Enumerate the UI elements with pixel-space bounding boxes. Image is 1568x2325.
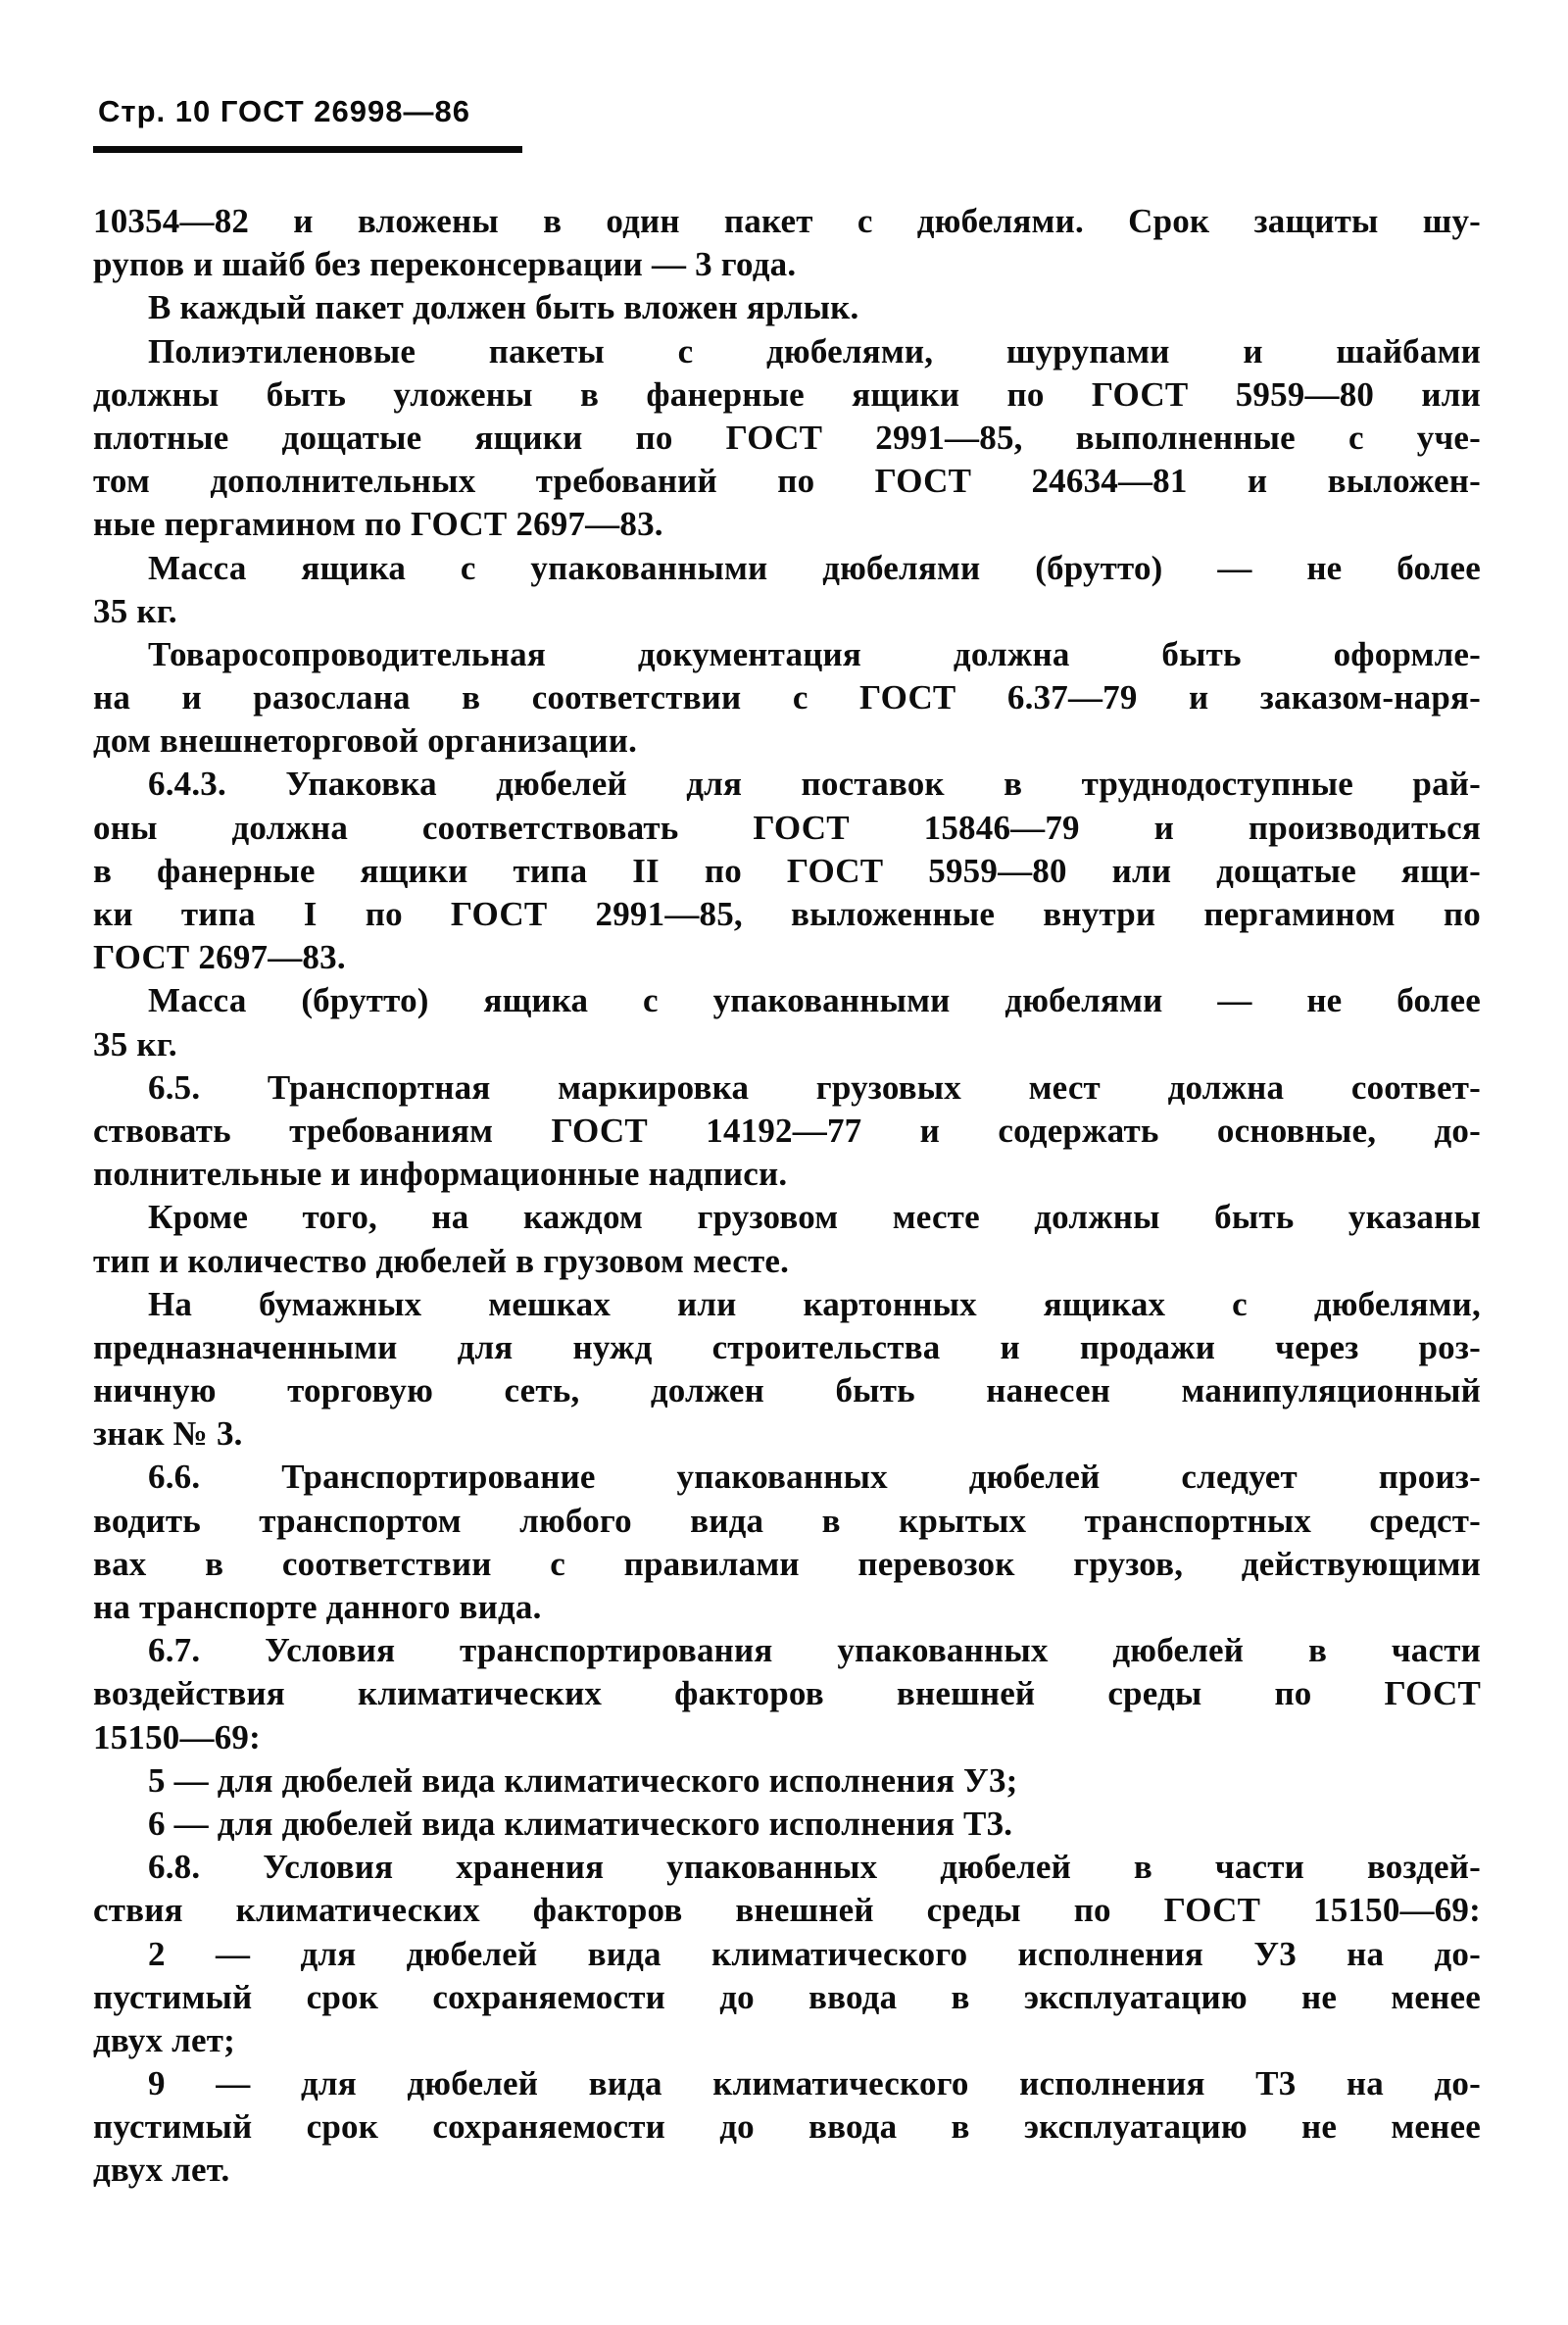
- text-line: 2 — для дюбелей вида климатического исполнения У3 на до-: [148, 1934, 1481, 1973]
- text-line: Товаросопроводительная документация должна быть оформле-: [148, 634, 1481, 673]
- text-line: рупов и шайб без переконсервации — 3 года.: [93, 245, 797, 284]
- text-line: воздействия климатических факторов внешней среды по ГОСТ: [93, 1674, 1481, 1713]
- text-line: пустимый срок сохраняемости до ввода в эксплуатацию не менее: [93, 1977, 1481, 2016]
- text-line: полнительные и информационные надписи.: [93, 1155, 788, 1194]
- text-line: на транспорте данного вида.: [93, 1588, 542, 1626]
- text-line: 6.7. Условия транспортирования упакованных дюбелей в части: [148, 1631, 1481, 1670]
- text-line: в фанерные ящики типа II по ГОСТ 5959—80 или дощатые ящи-: [93, 851, 1481, 890]
- page-header: Стр. 10 ГОСТ 26998—86: [98, 94, 470, 128]
- text-line: ки типа I по ГОСТ 2991—85, выложенные внутри пергамином по: [93, 895, 1481, 933]
- text-line: двух лет;: [93, 2020, 235, 2059]
- text-line: 35 кг.: [93, 1024, 177, 1064]
- text-line: ствия климатических факторов внешней среды по ГОСТ 15150—69:: [93, 1891, 1481, 1930]
- text-line: 5 — для дюбелей вида климатического исполнения У3;: [148, 1760, 1018, 1800]
- text-line: ГОСТ 2697—83.: [93, 938, 346, 977]
- text-line: Полиэтиленовые пакеты с дюбелями, шурупами и шайбами: [148, 331, 1481, 371]
- text-line: 10354—82 и вложены в один пакет с дюбелями. Срок защиты шу-: [93, 202, 1481, 240]
- text-line: дом внешнеторговой организации.: [93, 721, 638, 761]
- text-line: двух лет.: [93, 2151, 230, 2190]
- text-line: Масса ящика с упакованными дюбелями (брутто) — не более: [148, 548, 1481, 587]
- text-line: 6.5. Транспортная маркировка грузовых мест должна соответ-: [148, 1067, 1481, 1107]
- text-line: 15150—69:: [93, 1717, 261, 1756]
- text-line: оны должна соответствовать ГОСТ 15846—79 и производиться: [93, 808, 1481, 847]
- text-line: Масса (брутто) ящика с упакованными дюбелями — не более: [148, 981, 1481, 1020]
- text-line: на и разослана в соответствии с ГОСТ 6.37—79 и заказом-наря-: [93, 678, 1481, 717]
- document-body: [93, 200, 1481, 2193]
- text-line: В каждый пакет должен быть вложен ярлык.: [148, 288, 859, 327]
- text-line: 6.6. Транспортирование упакованных дюбелей следует произ-: [148, 1458, 1481, 1497]
- text-line: том дополнительных требований по ГОСТ 24634—81 и выложен-: [93, 462, 1481, 501]
- text-line: 6.4.3. Упаковка дюбелей для поставок в труднодоступные рай-: [148, 765, 1481, 804]
- text-line: Кроме того, на каждом грузовом месте должны быть указаны: [148, 1198, 1481, 1237]
- text-line: 35 кг.: [93, 591, 177, 630]
- text-line: предназначенными для нужд строительства и продажи через роз-: [93, 1327, 1481, 1366]
- text-line: 6.8. Условия хранения упакованных дюбелей в части воздей-: [148, 1848, 1481, 1887]
- text-line: ные пергамином по ГОСТ 2697—83.: [93, 505, 663, 544]
- header-underline: [93, 146, 522, 153]
- text-line: плотные дощатые ящики по ГОСТ 2991—85, выполненные с уче-: [93, 418, 1481, 457]
- text-line: На бумажных мешках или картонных ящиках с дюбелями,: [148, 1284, 1481, 1323]
- text-line: 6 — для дюбелей вида климатического исполнения Т3.: [148, 1804, 1013, 1843]
- text-line: 9 — для дюбелей вида климатического исполнения Т3 на до-: [148, 2064, 1481, 2103]
- text-line: водить транспортом любого вида в крытых транспортных средст-: [93, 1501, 1481, 1540]
- text-line: вах в соответствии с правилами перевозок грузов, действующими: [93, 1544, 1481, 1583]
- text-line: ствовать требованиям ГОСТ 14192—77 и содержать основные, до-: [93, 1111, 1481, 1150]
- text-line: пустимый срок сохраняемости до ввода в эксплуатацию не менее: [93, 2107, 1481, 2147]
- text-line: должны быть уложены в фанерные ящики по ГОСТ 5959—80 или: [93, 374, 1481, 414]
- text-line: тип и количество дюбелей в грузовом месте.: [93, 1241, 790, 1280]
- text-line: ничную торговую сеть, должен быть нанесен манипуляционный: [93, 1371, 1481, 1410]
- text-line: знак № 3.: [93, 1414, 243, 1454]
